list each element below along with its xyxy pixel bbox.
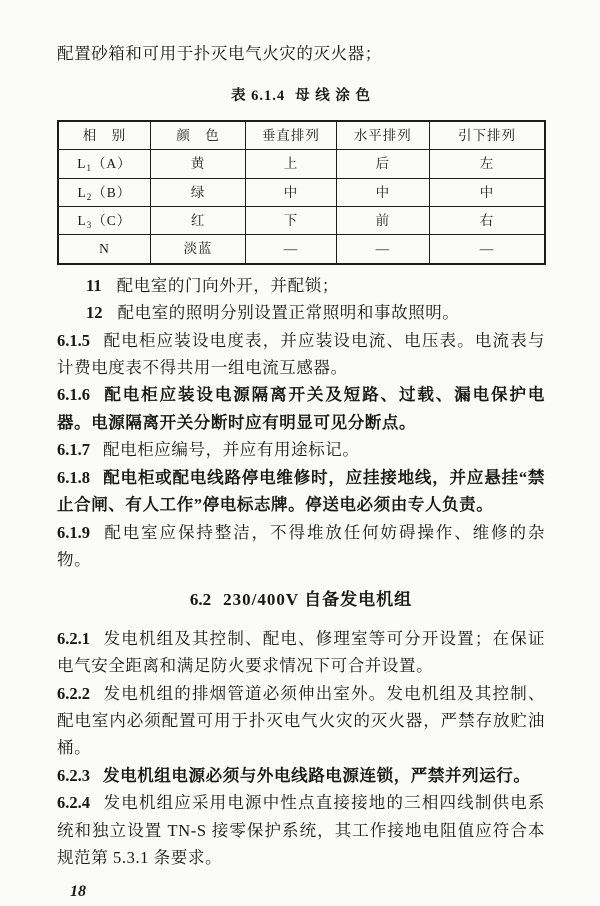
cell-horizontal: 前: [336, 207, 429, 235]
table-caption: [57, 83, 545, 110]
clause-6-1-5: [57, 327, 545, 382]
clause-number: 6.1.6: [57, 385, 90, 405]
clause-number: 6.2.4: [57, 793, 90, 813]
cell-vertical: 下: [246, 207, 336, 235]
cell-lead: 中: [430, 178, 546, 206]
cell-phase: N: [58, 235, 150, 264]
cell-phase: $L_3(C)$: [58, 207, 150, 235]
cell-lead: 左: [430, 150, 546, 178]
col-header-color: 颜 色: [150, 121, 245, 150]
section-title: 230/400V 自备发电机组: [223, 590, 413, 610]
cell-phase: $L_2(B)$: [58, 178, 150, 206]
clause-text: 发电机组及其控制、配电、修理室等可分开设置；在保证电气安全距离和满足防火要求情况下可合并设置。: [57, 628, 545, 676]
item-number: 11: [86, 275, 102, 295]
table-row: [58, 207, 545, 235]
page-number: 18: [70, 883, 86, 901]
item-text: 配电室的照明分别设置正常照明和事故照明。: [117, 303, 460, 323]
list-item-12: [57, 299, 545, 326]
cell-vertical: —: [246, 235, 336, 264]
cell-phase: $L_1(A)$: [58, 150, 150, 178]
item-text: 配电室的门向外开，并配锁；: [116, 275, 339, 295]
section-number: 6.2: [189, 590, 212, 610]
clause-text: 配电柜应编号，并应有用途标记。: [103, 440, 360, 460]
clause-number: 6.2.3: [57, 765, 90, 785]
clause-number: 6.1.9: [57, 522, 90, 542]
cell-color: 黄: [150, 150, 245, 178]
clause-number: 6.1.7: [57, 440, 90, 460]
cell-horizontal: 中: [336, 178, 429, 206]
table-row: [58, 235, 545, 264]
table-caption-number: 表 6.1.4: [231, 88, 286, 105]
clause-6-1-6: [57, 381, 545, 436]
cell-lead: 右: [430, 207, 546, 235]
cell-color: 绿: [150, 178, 245, 206]
intro-paragraph: 配置砂箱和可用于扑灭电气火灾的灭火器；: [57, 44, 382, 63]
clause-text: 发电机组电源必须与外电线路电源连锁，严禁并列运行。: [103, 765, 531, 785]
clause-number: 6.2.1: [57, 628, 90, 648]
clause-number: 6.1.5: [57, 330, 90, 350]
section-heading-6-2: [57, 586, 545, 613]
table-row: [58, 150, 545, 178]
col-header-vertical: 垂直排列: [246, 121, 336, 150]
cell-horizontal: 后: [336, 150, 429, 178]
cell-color: 淡蓝: [150, 235, 245, 264]
clause-text: 配电室应保持整洁，不得堆放任何妨碍操作、维修的杂物。: [57, 522, 545, 569]
clause-number: 6.2.2: [57, 683, 90, 703]
cell-color: 红: [150, 207, 245, 235]
clause-6-1-9: [57, 519, 545, 574]
clause-6-1-8: [57, 464, 545, 519]
clause-text: 配电柜应装设电源隔离开关及短路、过载、漏电保护电器。电源隔离开关分断时应有明显可见分断点。: [57, 385, 545, 432]
col-header-horizontal: 水平排列: [336, 121, 429, 150]
table-row: [58, 178, 545, 206]
cell-lead: —: [430, 235, 546, 264]
clause-text: 配电柜或配电线路停电维修时，应挂接地线，并应悬挂“禁止合闸、有人工作”停电标志牌。停送电必须由专人负责。: [57, 467, 545, 515]
clause-6-2-3: [57, 762, 545, 789]
item-number: 12: [86, 303, 103, 323]
clause-6-2-4: [57, 789, 545, 871]
cell-vertical: 中: [246, 178, 336, 206]
clause-6-2-2: [57, 680, 545, 762]
clause-6-1-7: [57, 436, 545, 463]
list-item-11: [57, 272, 545, 299]
clause-number: 6.1.8: [57, 467, 90, 487]
clause-text: 发电机组的排烟管道必须伸出室外。发电机组及其控制、配电室内必须配置可用于扑灭电气火灾的灭火器，严禁存放贮油桶。: [57, 683, 545, 758]
busbar-color-table: [57, 120, 546, 265]
table-caption-text: 母 线 涂 色: [295, 88, 371, 105]
clause-text: 配电柜应装设电度表，并应装设电流、电压表。电流表与计费电度表不得共用一组电流互感器。: [57, 330, 545, 378]
col-header-phase: 相 别: [58, 121, 150, 150]
col-header-lead: 引下排列: [430, 121, 546, 150]
cell-horizontal: —: [336, 235, 429, 264]
clause-6-2-1: [57, 625, 545, 680]
clause-text: 发电机组应采用电源中性点直接接地的三相四线制供电系统和独立设置 TN-S 接零保护系统，其工作接地电阻值应符合本规范第 5.3.1 条要求。: [57, 793, 545, 867]
cell-vertical: 上: [246, 150, 336, 178]
table-header-row: [58, 121, 545, 150]
